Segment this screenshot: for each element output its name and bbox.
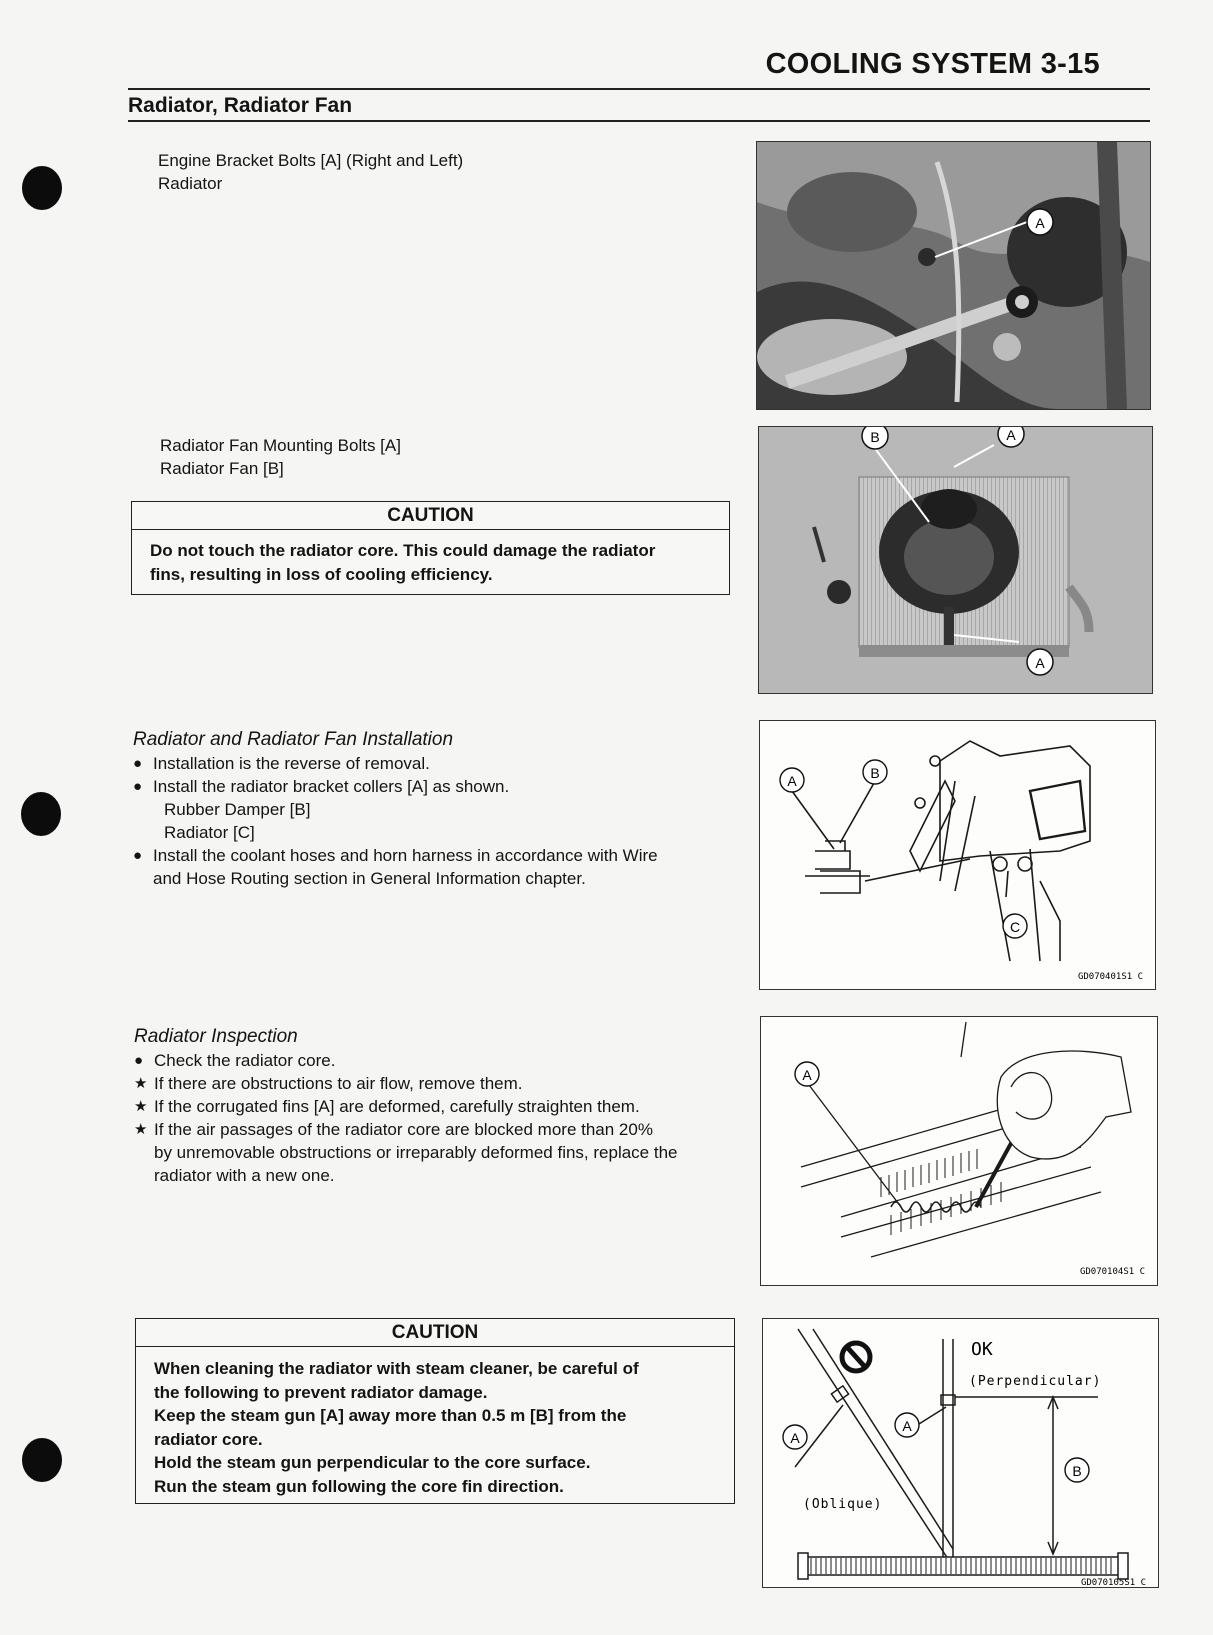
caution-box-2 xyxy=(135,1318,735,1504)
text-line: by unremovable obstructions or irreparably deformed fins, replace the xyxy=(154,1143,678,1162)
list-item xyxy=(134,1072,754,1095)
list-item-text xyxy=(153,844,658,890)
callout-label: B xyxy=(870,765,880,781)
callout-label: B xyxy=(1072,1463,1082,1479)
text-line: and Hose Routing section in General Information chapter. xyxy=(153,869,586,888)
removal-step-1 xyxy=(158,149,463,195)
caution-title: CAUTION xyxy=(136,1319,734,1347)
photo-engine-bracket-art xyxy=(757,142,1150,409)
photo-radiator-fan-art xyxy=(759,427,1152,693)
steam-gun-diagram-art xyxy=(763,1319,1158,1587)
list-item-text xyxy=(154,1118,678,1187)
installation-list xyxy=(133,752,753,890)
section-rule xyxy=(128,120,1150,122)
installation-diagram xyxy=(759,720,1156,990)
callout-label: A xyxy=(902,1418,912,1434)
list-item-text: Check the radiator core. xyxy=(154,1051,336,1070)
figure-code: GD070401S1 C xyxy=(1077,972,1143,982)
inspection-list xyxy=(134,1049,754,1187)
caution-line: Hold the steam gun perpendicular to the core surface. xyxy=(154,1453,591,1472)
caution-line: Run the steam gun following the core fin direction. xyxy=(154,1476,564,1496)
prohibited-icon xyxy=(842,1343,870,1371)
figure-code: GD070104S1 C xyxy=(1079,1267,1145,1277)
fin-straightening-diagram xyxy=(760,1016,1158,1286)
callout-label: A xyxy=(802,1067,812,1083)
callout-label: A xyxy=(1035,215,1045,231)
caution-line: the following to prevent radiator damage. xyxy=(154,1382,488,1402)
caution-line: When cleaning the radiator with steam cleaner, be careful of xyxy=(154,1359,639,1378)
list-item-text: Install the radiator bracket collers [A] as shown. xyxy=(153,777,510,796)
list-item xyxy=(133,844,753,890)
removal-line: Radiator Fan Mounting Bolts [A] xyxy=(160,436,401,455)
star-icon: ★ xyxy=(134,1121,148,1138)
caution-line: Do not touch the radiator core. This could damage the radiator xyxy=(150,541,656,560)
caution-title: CAUTION xyxy=(132,502,729,530)
photo-radiator-fan xyxy=(758,426,1153,694)
callout-label: B xyxy=(870,429,880,445)
header-rule xyxy=(128,88,1150,90)
caution-body xyxy=(136,1347,734,1507)
star-icon: ★ xyxy=(134,1098,148,1115)
callout-label: A xyxy=(787,773,797,789)
caution-box-1 xyxy=(131,501,730,595)
caution-line: Keep the steam gun [A] away more than 0.5 m [B] from the xyxy=(154,1406,627,1425)
perpendicular-label: (Perpendicular) xyxy=(969,1374,1102,1389)
caution-line: radiator core. xyxy=(154,1429,263,1449)
section-title: Radiator, Radiator Fan xyxy=(128,94,353,117)
inspection-heading: Radiator Inspection xyxy=(134,1026,298,1047)
list-item-text: Installation is the reverse of removal. xyxy=(153,754,430,773)
caution-line: fins, resulting in loss of cooling efficiency. xyxy=(150,564,493,584)
bullet-icon: ● xyxy=(133,847,143,864)
list-subitem: Rubber Damper [B] xyxy=(164,800,311,819)
list-item xyxy=(134,1095,754,1118)
bullet-icon: ● xyxy=(133,778,143,795)
bullet-icon: ● xyxy=(133,755,143,772)
list-item xyxy=(133,752,753,775)
caution-body xyxy=(132,530,729,595)
fin-straightening-diagram-art xyxy=(761,1017,1157,1285)
text-line: Install the coolant hoses and horn harness in accordance with Wire xyxy=(153,846,658,865)
list-item-text: If the corrugated fins [A] are deformed, carefully straighten them. xyxy=(154,1097,640,1116)
photo-engine-bracket xyxy=(756,141,1151,410)
installation-heading: Radiator and Radiator Fan Installation xyxy=(133,729,454,750)
text-line: If the air passages of the radiator core are blocked more than 20% xyxy=(154,1120,653,1139)
removal-line: Radiator xyxy=(158,174,223,193)
callout-label: A xyxy=(1035,655,1045,671)
list-item xyxy=(134,1118,754,1187)
installation-diagram-art xyxy=(760,721,1155,989)
removal-line: Engine Bracket Bolts [A] (Right and Left) xyxy=(158,151,464,170)
bullet-icon: ● xyxy=(134,1052,144,1069)
binder-hole-bottom xyxy=(22,1438,62,1482)
binder-hole-middle xyxy=(21,792,61,836)
list-item-text: If there are obstructions to air flow, remove them. xyxy=(154,1074,523,1093)
binder-hole-top xyxy=(22,166,62,210)
list-subitem: Radiator [C] xyxy=(164,823,255,842)
steam-gun-diagram xyxy=(762,1318,1159,1588)
callout-label: C xyxy=(1009,919,1021,935)
callout-label: A xyxy=(1006,427,1016,443)
page-header-title: COOLING SYSTEM 3-15 xyxy=(765,48,1100,80)
ok-label: OK xyxy=(971,1339,993,1360)
figure-code: GD070105S1 C xyxy=(1080,1578,1146,1587)
list-item xyxy=(133,775,753,798)
text-line: radiator with a new one. xyxy=(154,1166,335,1185)
removal-line: Radiator Fan [B] xyxy=(160,459,284,478)
callout-label: A xyxy=(790,1430,800,1446)
oblique-label: (Oblique) xyxy=(803,1497,883,1512)
star-icon: ★ xyxy=(134,1075,148,1092)
removal-step-2 xyxy=(160,434,401,480)
list-item xyxy=(134,1049,754,1072)
